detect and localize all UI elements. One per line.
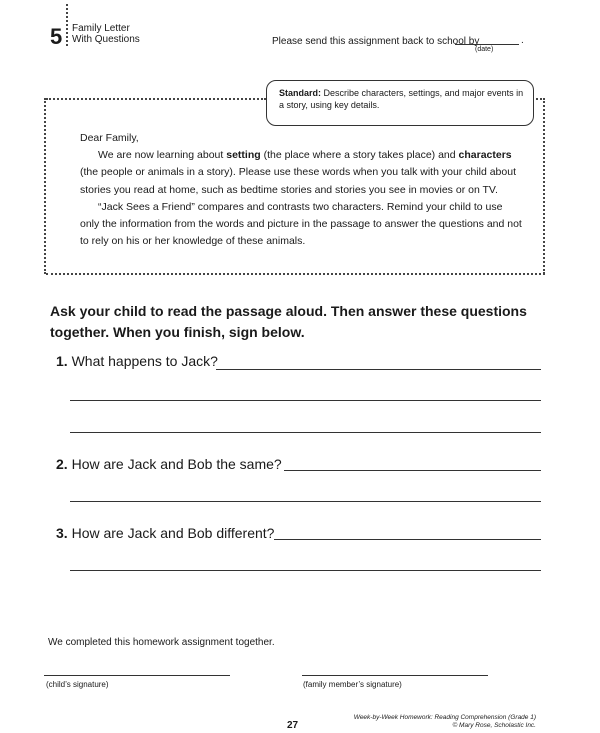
- completed-statement: We completed this homework assignment together.: [48, 637, 275, 648]
- letter-text: (the people or animals in a story). Please use these words when you talk with your child about stories you read at home, such as bedtime stories and stories you see in movies or on TV.: [80, 166, 516, 196]
- question-1: [56, 353, 218, 369]
- letter-paragraph-1: [80, 147, 524, 199]
- date-label: (date): [475, 46, 494, 53]
- unit-number: 5: [50, 24, 63, 49]
- letter-border-left: [44, 98, 46, 274]
- credit: [350, 714, 536, 730]
- letter-text: (the place where a story takes place) and: [260, 149, 459, 162]
- standard-box: [266, 80, 534, 126]
- setting-term: setting: [226, 149, 261, 162]
- child-signature-line[interactable]: [44, 675, 230, 676]
- letter-border-right: [543, 98, 545, 274]
- answer-line-3b[interactable]: [70, 570, 541, 571]
- answer-line-2a[interactable]: [284, 470, 541, 471]
- question-2: [56, 456, 282, 472]
- question-text: How are Jack and Bob the same?: [71, 456, 282, 472]
- answer-line-2b[interactable]: [70, 501, 541, 502]
- standard-label: Standard:: [279, 88, 322, 98]
- answer-line-1b[interactable]: [70, 400, 541, 401]
- question-3: [56, 525, 274, 541]
- answer-line-3a[interactable]: [274, 539, 541, 540]
- answer-line-1a[interactable]: [216, 369, 541, 370]
- letter-border-bottom: [46, 273, 545, 275]
- family-signature-label: (family member’s signature): [303, 680, 402, 689]
- unit-label: [72, 23, 140, 45]
- letter-paragraph-2: “Jack Sees a Friend” compares and contrasts two characters. Remind your child to use only the information from the words and picture in the passage to answer the questions and not to rely on his or her knowledge of these animals.: [80, 200, 522, 248]
- letter-greeting: Dear Family,: [80, 132, 139, 144]
- question-number: 1.: [56, 353, 68, 369]
- credit-line-1: Week-by-Week Homework: Reading Comprehension (Grade 1): [353, 714, 536, 721]
- credit-line-2: © Mary Rose, Scholastic Inc.: [452, 722, 536, 729]
- family-letter: [80, 130, 524, 250]
- letter-border-top-left: [46, 98, 266, 100]
- instructions: Ask your child to read the passage aloud. Then answer these questions together. When you finish, sign below.: [50, 303, 527, 340]
- child-signature-label: (child’s signature): [46, 680, 109, 689]
- question-text: How are Jack and Bob different?: [71, 525, 275, 541]
- page-number: 27: [287, 720, 299, 731]
- family-signature-line[interactable]: [302, 675, 488, 676]
- unit-label-line1: Family Letter: [72, 23, 130, 34]
- question-number: 3.: [56, 525, 68, 541]
- unit-label-line2: With Questions: [72, 34, 140, 45]
- standard-text: Describe characters, settings, and major events in a story, using key details.: [279, 88, 524, 110]
- characters-term: characters: [458, 149, 512, 162]
- question-text: What happens to Jack?: [71, 353, 218, 369]
- question-number: 2.: [56, 456, 68, 472]
- date-period: .: [521, 35, 524, 46]
- date-line: [455, 44, 519, 45]
- unit-divider: [66, 4, 68, 46]
- answer-line-1c[interactable]: [70, 432, 541, 433]
- send-back-text: Please send this assignment back to school by: [272, 36, 480, 47]
- letter-text: We are now learning about: [98, 149, 227, 162]
